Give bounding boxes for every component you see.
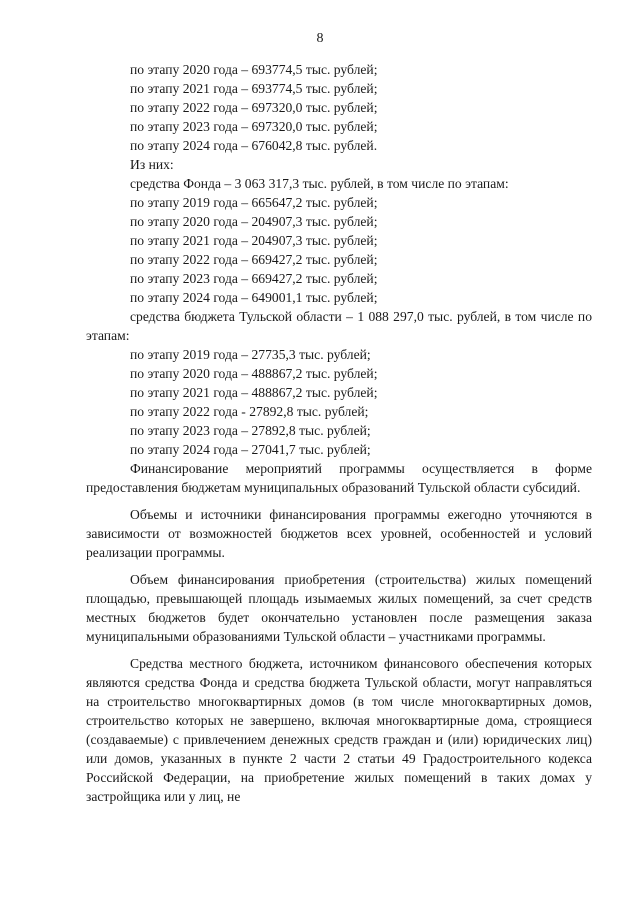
- list-item: по этапу 2022 года - 27892,8 тыс. рублей;: [130, 404, 369, 419]
- list-item: по этапу 2022 года – 669427,2 тыс. рублей;: [130, 252, 378, 267]
- document-body: [86, 60, 592, 806]
- regional-intro: средства бюджета Тульской области – 1 088 297,0 тыс. рублей, в том числе по этапам:: [86, 309, 592, 343]
- list-item: по этапу 2020 года – 693774,5 тыс. рублей;: [130, 62, 378, 77]
- list-item: по этапу 2019 года – 27735,3 тыс. рублей;: [130, 347, 371, 362]
- financing-paragraph: Финансирование мероприятий программы осуществляется в форме предоставления бюджетам муниципальных образований Тульской области субсидий.: [86, 461, 592, 495]
- fund-intro: средства Фонда – 3 063 317,3 тыс. рублей, в том числе по этапам:: [130, 176, 509, 191]
- fund-stages-list: [86, 193, 592, 307]
- list-item: по этапу 2020 года – 204907,3 тыс. рублей;: [130, 214, 378, 229]
- list-item: по этапу 2021 года – 488867,2 тыс. рублей;: [130, 385, 378, 400]
- total-stages-list: [86, 60, 592, 155]
- list-item: по этапу 2020 года – 488867,2 тыс. рублей;: [130, 366, 378, 381]
- list-item: по этапу 2024 года – 676042,8 тыс. рублей.: [130, 138, 378, 153]
- list-item: по этапу 2022 года – 697320,0 тыс. рублей;: [130, 100, 378, 115]
- object-paragraph: Объем финансирования приобретения (строительства) жилых помещений площадью, превышающей площадь изымаемых жилых помещений, за счет средств местных бюджетов будет окончательно установлен после размещения заказа муниципальными образованиями Тульской области – участниками программы.: [86, 572, 592, 644]
- of-them-label: Из них:: [130, 157, 174, 172]
- list-item: по этапу 2019 года – 665647,2 тыс. рублей;: [130, 195, 378, 210]
- local-budget-paragraph: Средства местного бюджета, источником финансового обеспечения которых являются средства Фонда и средства бюджета Тульской области, могут направляться на строительство многоквартирных домов (в том числе многоквартирных домов, строительство которых не завершено, включая многоквартирные дома, строящиеся (создаваемые) с привлечением денежных средств граждан и (или) юридических лиц) или домов, указанных в пункте 2 части 2 статьи 49 Градостроительного кодекса Российской Федерации, на приобретение жилых помещений в таких домах у застройщика или у лиц, не: [86, 656, 592, 804]
- volumes-paragraph: Объемы и источники финансирования программы ежегодно уточняются в зависимости от возможностей бюджетов всех уровней, особенностей и условий реализации программы.: [86, 507, 592, 560]
- list-item: по этапу 2021 года – 693774,5 тыс. рублей;: [130, 81, 378, 96]
- list-item: по этапу 2023 года – 27892,8 тыс. рублей;: [130, 423, 371, 438]
- list-item: по этапу 2024 года – 649001,1 тыс. рублей;: [130, 290, 378, 305]
- list-item: по этапу 2023 года – 669427,2 тыс. рублей;: [130, 271, 378, 286]
- regional-stages-list: [86, 345, 592, 459]
- list-item: по этапу 2023 года – 697320,0 тыс. рублей;: [130, 119, 378, 134]
- list-item: по этапу 2024 года – 27041,7 тыс. рублей;: [130, 442, 371, 457]
- page-number: 8: [316, 31, 324, 46]
- list-item: по этапу 2021 года – 204907,3 тыс. рублей;: [130, 233, 378, 248]
